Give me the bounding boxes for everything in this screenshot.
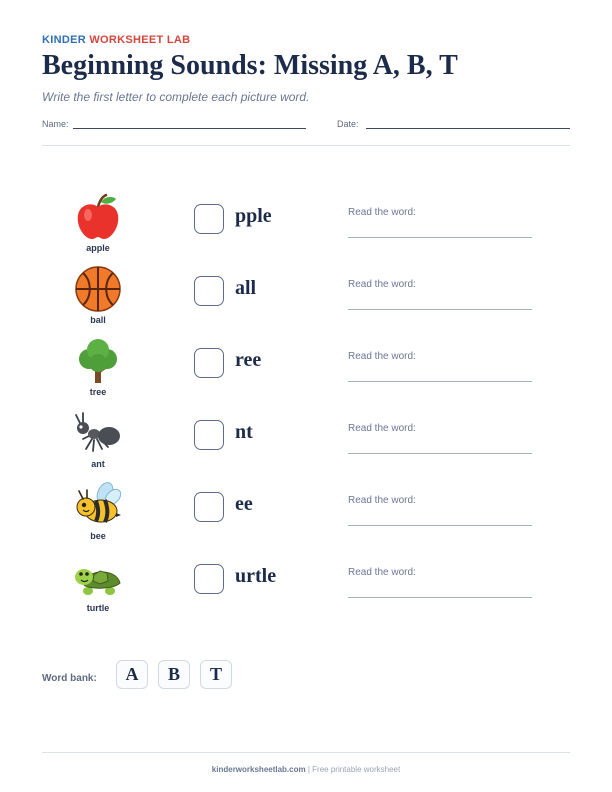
read-the-word-line[interactable] [348, 525, 532, 526]
picture-label: ball [90, 315, 106, 325]
name-field[interactable] [73, 128, 306, 129]
exercise-row [0, 265, 612, 337]
picture-label: apple [86, 243, 110, 253]
read-the-word-line[interactable] [348, 237, 532, 238]
letter-box[interactable] [194, 492, 224, 522]
footer [0, 765, 612, 774]
word-bank-tile: A [116, 660, 148, 689]
date-label: Date: [337, 119, 359, 129]
page-title: Beginning Sounds: Missing A, B, T [42, 50, 458, 81]
word-ending: all [235, 277, 257, 299]
picture-label: bee [90, 531, 106, 541]
word-ending: urtle [235, 565, 277, 587]
footer-note: Free printable worksheet [312, 765, 401, 774]
footer-site: kinderworksheetlab.com [211, 765, 306, 774]
header-divider [42, 145, 570, 146]
exercise-row [0, 553, 612, 625]
footer-separator: | [307, 765, 310, 774]
word-bank-label: Word bank: [42, 673, 97, 684]
apple-icon [74, 193, 122, 241]
word-ending: ee [235, 493, 253, 515]
bee-icon [74, 481, 122, 529]
ball-icon [74, 265, 122, 313]
word-ending: pple [235, 205, 272, 227]
exercise-row [0, 409, 612, 481]
read-the-word-label: Read the word: [348, 423, 416, 434]
read-the-word-line[interactable] [348, 381, 532, 382]
picture-label: tree [89, 387, 107, 397]
exercise-row [0, 193, 612, 265]
turtle-icon [74, 553, 122, 601]
instructions: Write the first letter to complete each picture word. [42, 90, 310, 104]
read-the-word-label: Read the word: [348, 567, 416, 578]
brand-part-1: KINDER [42, 34, 86, 46]
letter-box[interactable] [194, 348, 224, 378]
read-the-word-label: Read the word: [348, 351, 416, 362]
read-the-word-line[interactable] [348, 453, 532, 454]
brand-part-2: WORKSHEET LAB [89, 34, 191, 46]
read-the-word-line[interactable] [348, 597, 532, 598]
word-bank-tile: B [158, 660, 190, 689]
letter-box[interactable] [194, 564, 224, 594]
footer-divider [42, 752, 570, 753]
picture-label: turtle [86, 603, 110, 613]
word-bank-tile: T [200, 660, 232, 689]
exercise-row [0, 481, 612, 553]
tree-icon [74, 337, 122, 385]
date-field[interactable] [366, 128, 570, 129]
ant-icon [74, 409, 122, 457]
word-ending: ree [235, 349, 262, 371]
letter-box[interactable] [194, 204, 224, 234]
name-label: Name: [42, 119, 69, 129]
brand-header [42, 34, 190, 46]
word-ending: nt [235, 421, 253, 443]
read-the-word-label: Read the word: [348, 207, 416, 218]
read-the-word-label: Read the word: [348, 495, 416, 506]
read-the-word-label: Read the word: [348, 279, 416, 290]
letter-box[interactable] [194, 276, 224, 306]
letter-box[interactable] [194, 420, 224, 450]
exercise-row [0, 337, 612, 409]
picture-label: ant [91, 459, 105, 469]
read-the-word-line[interactable] [348, 309, 532, 310]
